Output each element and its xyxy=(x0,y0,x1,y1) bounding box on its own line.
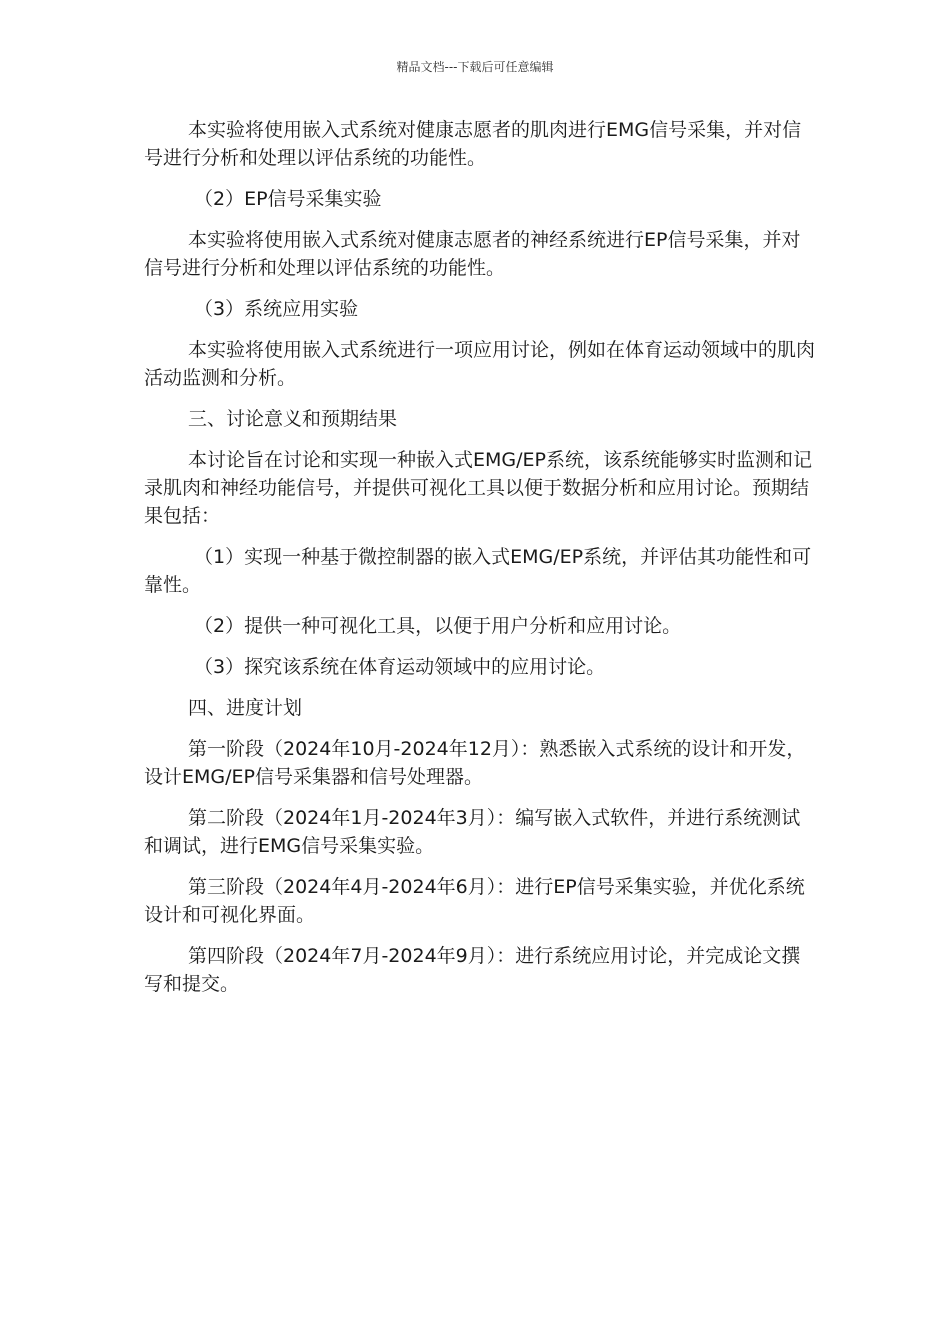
list-item-result-1: （1）实现一种基于微控制器的嵌入式EMG/EP系统，并评估其功能性和可靠性。 xyxy=(144,546,812,596)
subheading-ep-experiment: （2）EP信号采集实验 xyxy=(194,188,382,210)
paragraph-phase-1: 第一阶段（2024年10月-2024年12月）：熟悉嵌入式系统的设计和开发，设计EMG/EP信号采集器和信号处理器。 xyxy=(144,738,806,788)
paragraph-phase-3: 第三阶段（2024年4月-2024年6月）：进行EP信号采集实验，并优化系统设计和可视化界面。 xyxy=(144,876,805,926)
paragraph-significance: 本讨论旨在讨论和实现一种嵌入式EMG/EP系统，该系统能够实时监测和记录肌肉和神经功能信号，并提供可视化工具以便于数据分析和应用讨论。预期结果包括： xyxy=(144,449,812,527)
paragraph-ep-experiment: 本实验将使用嵌入式系统对健康志愿者的神经系统进行EP信号采集，并对信号进行分析和处理以评估系统的功能性。 xyxy=(144,229,801,279)
section-heading-schedule: 四、进度计划 xyxy=(188,697,303,719)
paragraph-application-experiment: 本实验将使用嵌入式系统进行一项应用讨论，例如在体育运动领域中的肌肉活动监测和分析。 xyxy=(144,339,816,389)
subheading-application-experiment: （3）系统应用实验 xyxy=(194,298,359,320)
document-body xyxy=(144,116,816,1011)
list-item-result-3: （3）探究该系统在体育运动领域中的应用讨论。 xyxy=(194,656,606,678)
paragraph-emg-experiment: 本实验将使用嵌入式系统对健康志愿者的肌肉进行EMG信号采集，并对信号进行分析和处理以评估系统的功能性。 xyxy=(144,119,802,169)
list-item-result-2: （2）提供一种可视化工具，以便于用户分析和应用讨论。 xyxy=(194,615,682,637)
section-heading-significance: 三、讨论意义和预期结果 xyxy=(188,408,398,430)
paragraph-phase-2: 第二阶段（2024年1月-2024年3月）：编写嵌入式软件，并进行系统测试和调试，进行EMG信号采集实验。 xyxy=(144,807,801,857)
paragraph-phase-4: 第四阶段（2024年7月-2024年9月）：进行系统应用讨论，并完成论文撰写和提交。 xyxy=(144,945,801,995)
page-header: 精品文档---下载后可任意编辑 xyxy=(396,60,554,74)
